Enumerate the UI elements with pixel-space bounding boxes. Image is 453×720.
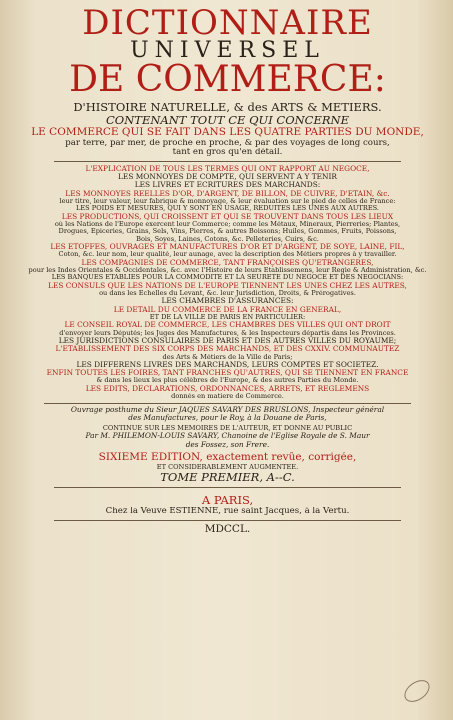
monnoyes-2: leur titre, leur valeur, leur fabrique & monnoyage, & leur évaluation sur le pied de celles de France: xyxy=(59,197,396,205)
etablissement-1: L'ETABLISSEMENT DES SIX CORPS DES MARCHANDS, ET DES CXXIV. COMMUNAUTEZ xyxy=(55,345,400,354)
divider xyxy=(54,161,401,162)
livres: LES DIFFERENS LIVRES DES MARCHANDS, LEURS COMPTES ET SOCIETEZ. xyxy=(76,360,379,369)
continue-line: CONTINUÉ SUR LES MEMOIRES DE L'AUTEUR, ET DONNÉ AU PUBLIC xyxy=(102,425,353,433)
etoffes-2: Coton, &c. leur nom, leur qualité, leur aunage, avec la description des Métiers propres à y travailler. xyxy=(58,251,397,259)
jurisdictions: LES JURISDICTIONS CONSULAIRES DE PARIS ET DES AUTRES VILLES DU ROYAUME; xyxy=(58,336,397,345)
subtitle-commerce-2: par terre, par mer, de proche en proche, & par des voyages de long cours, xyxy=(65,138,390,148)
ouvrage-2: des Manufactures, pour le Roy, à la Douane de Paris, xyxy=(128,413,327,422)
philemon-line: Par M. PHILEMON-LOUIS SAVARY, Chanoine de l'Eglise Royale de S. Maur xyxy=(85,432,370,441)
conseil-1: LE CONSEIL ROYAL DE COMMERCE, LES CHAMBRES DES VILLES QUI ONT DROIT xyxy=(64,321,391,330)
consuls-1: LES CONSULS QUE LES NATIONS DE L'EUROPE TIENNENT LES UNES CHEZ LES AUTRES, xyxy=(48,281,407,290)
productions-4: Bois, Soyes, Laines, Cotons, &c. Pelleteries, Cuirs, &c. xyxy=(136,235,319,243)
ouvrage-1: Ouvrage posthume du Sieur JAQUES SAVARY DES BRUSLONS, Inspecteur général xyxy=(70,405,385,414)
detail-1: LE DETAIL DU COMMERCE DE LA FRANCE EN GENERAL, xyxy=(113,305,342,314)
title-line-2: UNIVERSEL xyxy=(130,40,325,62)
title-line-3: DE COMMERCE: xyxy=(69,62,386,98)
imprint-city: A PARIS, xyxy=(201,494,254,507)
foires-2: & dans les lieux les plus célèbres de l'Europe, & des autres Parties du Monde. xyxy=(96,377,359,385)
productions-1: LES PRODUCTIONS, QUI CROISSENT ET QUI SE TROUVENT DANS TOUS LES LIEUX xyxy=(61,212,394,221)
foires-1: ENFIN TOUTES LES FOIRES, TANT FRANCHES QU'AUTRES, QUI SE TIENNENT EN FRANCE xyxy=(46,369,409,378)
imprint-year: MDCCL. xyxy=(204,523,251,535)
conseil-2: d'envoyer leurs Députés; les Juges des Manufactures, & les Inspecteurs départis dans les Provinces. xyxy=(59,329,396,337)
poids: LES POIDS ET MESURES, QUI Y SONT EN USAGE, REDUITES LES UNES AUX AUTRES. xyxy=(75,205,380,213)
productions-3: Drogues, Epiceries, Grains, Sels, Vins, Pierres, & autres Boissons; Huiles, Gommes, Fruits, Poissons, xyxy=(58,228,397,236)
edits-1: LES EDITS, DECLARATIONS, ORDONNANCES, ARRETS, ET REGLEMENS xyxy=(85,384,370,393)
divider xyxy=(54,487,401,488)
banques: LES BANQUES ETABLIES POUR LA COMMODITÉ ET LA SEURETÉ DU NEGOCE ET DES NEGOCIANS: xyxy=(51,274,404,282)
edits-2: donnés en matiere de Commerce. xyxy=(171,393,284,401)
consuls-2: ou dans les Echelles du Levant, &c. leur Jurisdiction, Droits, & Prérogatives. xyxy=(99,290,356,297)
productions-2: où les Nations de l'Europe exercent leur Commerce; comme les Métaux, Mineraux, Pierreries; Plantes, xyxy=(54,220,401,228)
explication-2: LES MONNOYES DE COMPTE, QUI SERVENT A Y TENIR xyxy=(118,173,337,182)
edition-line-1: SIXIEME EDITION, exactement revûe, corrigée, xyxy=(98,452,357,463)
etoffes-1: LES ETOFFES, OUVRAGES ET MANUFACTURES D'OR ET D'ARGENT, DE SOYE, LAINE, FIL, xyxy=(50,243,405,252)
imprint-publisher: Chez la Veuve ESTIENNE, rue saint Jacques, à la Vertu. xyxy=(105,506,350,516)
subtitle-contenant: CONTENANT TOUT CE QUI CONCERNE xyxy=(106,113,349,127)
divider xyxy=(54,520,401,521)
subtitle-commerce-3: tant en gros qu'en détail. xyxy=(172,148,283,158)
explication-3: LES LIVRES ET ECRITURES DES MARCHANDS: xyxy=(134,181,321,190)
frere-line: des Fossez, son Frere. xyxy=(185,440,270,449)
edition-line-2: ET CONSIDERABLEMENT AUGMENTÉE. xyxy=(156,463,299,471)
subtitle-commerce: LE COMMERCE QUI SE FAIT DANS LES QUATRE PARTIES DU MONDE, xyxy=(31,126,424,138)
tome-line: TOME PREMIER, A--C. xyxy=(160,471,295,484)
compagnies-1: LES COMPAGNIES DE COMMERCE, TANT FRANÇOISES QU'ETRANGERES, xyxy=(81,258,374,267)
subtitle-histoire: D'HISTOIRE NATURELLE, & des ARTS & METIERS. xyxy=(73,101,382,114)
compagnies-2: pour les Indes Orientales & Occidentales, &c. avec l'Histoire de leurs Etablissemens, leur Regie & Administration, &c. xyxy=(28,266,427,274)
explication-1: L'EXPLICATION DE TOUS LES TERMES QUI ONT RAPPORT AU NEGOCE, xyxy=(85,164,370,173)
chambres: LES CHAMBRES D'ASSURANCES: xyxy=(161,297,294,306)
title-line-1: DICTIONNAIRE xyxy=(82,6,373,40)
library-stamp-icon xyxy=(400,676,433,707)
detail-2: ET DE LA VILLE DE PARIS EN PARTICULIER: xyxy=(149,313,306,321)
etablissement-2: des Arts & Métiers de la Ville de Paris; xyxy=(162,353,293,361)
divider xyxy=(44,403,411,404)
monnoyes-1: LES MONNOYES REELLES D'OR, D'ARGENT, DE BILLON, DE CUIVRE, D'ETAIN, &c. xyxy=(65,189,390,198)
